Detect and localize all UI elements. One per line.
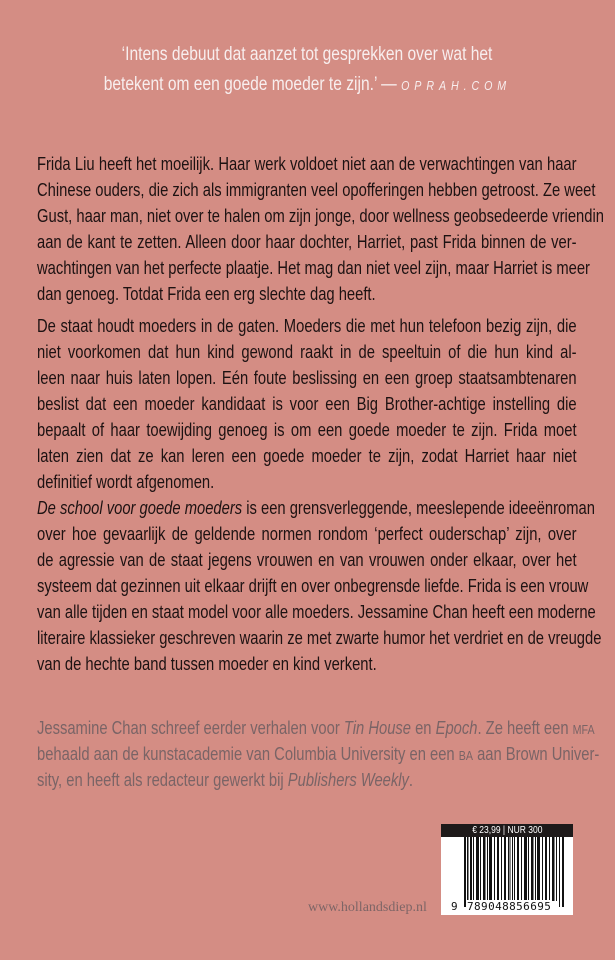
text-line: wachtingen van het perfecte plaatje. Het mag dan niet veel zijn, maar Harriet is meer	[37, 258, 590, 278]
text-line: aan de kant te zetten. Alleen door haar dochter, Harriet, past Frida binnen de ver-	[37, 232, 577, 252]
text-line: systeem dat gezinnen uit elkaar drijft en over onbegrensde liefde. Frida is een vrouw	[37, 576, 589, 596]
text-line: van alle tijden en staat model voor alle moeders. Jessamine Chan heeft een moderne	[37, 602, 596, 622]
text-line: laten zien dat ze kan leren een goede moeder te zijn, zodat Harriet haar niet	[37, 446, 577, 466]
publisher-website: www.hollandsdiep.nl	[308, 900, 427, 915]
isbn-number: 9 789048856695	[451, 900, 552, 913]
synopsis-paragraph-2	[37, 313, 577, 495]
text-line: de agressie van de staat jegens vrouwen en van vrouwen onder elkaar, over het	[37, 550, 577, 570]
quote-source: OPRAH.COM	[401, 78, 512, 93]
author-bio	[37, 715, 600, 793]
price-label: € 23,99 | NUR 300	[441, 824, 573, 837]
text-line: literaire klassieker geschreven waarin ze met zwarte humor het verdriet en de vreugde	[37, 628, 602, 648]
text-line: Frida Liu heeft het moeilijk. Haar werk voldoet niet aan de verwachtingen van haar	[37, 154, 577, 174]
text-line: dan genoeg. Totdat Frida een erg slechte dag heeft.	[37, 284, 376, 304]
quote-line-2: betekent om een goede moeder te zijn.’ — OPRAH.COM	[103, 74, 512, 95]
text-line: behaald aan de kunstacademie van Columbia University en een BA aan Brown Univer-	[37, 744, 600, 764]
text-line: over hoe gevaarlijk de geldende normen rondom ‘perfect ouderschap’ zijn, over	[37, 524, 577, 544]
text-line: Chinese ouders, die zich als immigranten veel opofferingen hebben getroost. Ze weet	[37, 180, 596, 200]
text-line: bepaalt of haar toewijding genoeg is om een goede moeder te zijn. Frida moet	[37, 420, 577, 440]
quote-line-1: ‘Intens debuut dat aanzet tot gesprekken over wat het	[122, 44, 493, 65]
book-title: De school voor goede moeders	[37, 498, 243, 518]
text-line: De staat houdt moeders in de gaten. Moeders die met hun telefoon bezig zijn, die	[37, 316, 577, 336]
cover-quote	[0, 40, 615, 101]
text-line: sity, en heeft als redacteur gewerkt bij Publishers Weekly.	[37, 770, 414, 790]
synopsis-paragraph-3	[37, 495, 602, 677]
text-line: van de hechte band tussen moeder en kind verkent.	[37, 654, 377, 674]
synopsis-paragraph-1	[37, 151, 604, 307]
text-line: definitief wordt afgenomen.	[37, 472, 215, 492]
barcode-bars-icon	[464, 837, 568, 907]
isbn-barcode	[441, 824, 573, 915]
text-line: Gust, haar man, niet over te halen om zijn jonge, door wellness geobsedeerde vriendin	[37, 206, 604, 226]
text-line: Jessamine Chan schreef eerder verhalen voor Tin House en Epoch. Ze heeft een MFA	[37, 718, 595, 738]
text-line: leen naar huis laten lopen. Eén foute beslissing en een groep staatsambtenaren	[37, 368, 577, 388]
text-line: niet voorkomen dat hun kind gewond raakt in de speeltuin of die hun kind al-	[37, 342, 577, 362]
text-line: De school voor goede moeders is een grensverleggende, meeslepende ideeënroman	[37, 498, 595, 518]
text-line: beslist dat een moeder kandidaat is voor een Big Brother-achtige instelling die	[37, 394, 577, 414]
